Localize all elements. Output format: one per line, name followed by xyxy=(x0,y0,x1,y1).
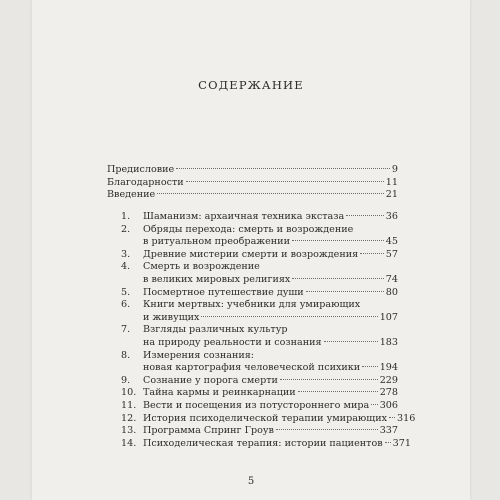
dot-leader xyxy=(324,341,378,342)
toc-entry-page: 57 xyxy=(385,248,398,260)
chapter-number: 3. xyxy=(121,248,131,260)
toc-entry-chapter-10 xyxy=(143,387,398,399)
toc-entry-title: Введение xyxy=(107,189,156,200)
toc-entry-chapter-13 xyxy=(143,425,398,437)
chapter-number: 14. xyxy=(121,437,137,449)
toc-entry-page: 337 xyxy=(379,425,398,437)
toc-entry-title: Психоделическая терапия: истории пациентов xyxy=(143,437,383,449)
dot-leader xyxy=(385,442,391,443)
dot-leader xyxy=(389,417,395,418)
toc-entry-title: Вести и посещения из потустороннего мира xyxy=(143,400,370,411)
toc-entry-chapter-1 xyxy=(143,211,398,223)
toc-entry-title: Древние мистерии смерти и возрождения xyxy=(143,248,359,260)
toc-entry-title: в великих мировых религиях xyxy=(143,274,291,285)
toc-entry-title: Тайна кармы и реинкарнации xyxy=(143,387,296,399)
dot-leader xyxy=(176,168,390,169)
toc-entry-chapter-2 xyxy=(143,236,398,248)
dot-leader xyxy=(201,316,377,317)
toc-entry-page: 80 xyxy=(385,286,398,298)
toc-entry-chapter-3 xyxy=(143,249,398,261)
toc-entry-title: Посмертное путешествие души xyxy=(143,286,304,298)
toc-entry-chapter-11 xyxy=(143,400,398,412)
dot-leader xyxy=(306,291,384,292)
toc-entry-title: Благодарности xyxy=(107,177,184,188)
book-page xyxy=(32,0,470,500)
chapter-number: 2. xyxy=(121,223,131,235)
chapter-title-line: Книги мертвых: учебники для умирающих xyxy=(143,299,361,311)
toc-entry-chapter-4 xyxy=(143,274,398,286)
chapter-title-line: Обряды перехода: смерть и возрождение xyxy=(143,223,354,235)
toc-entry-title: Шаманизм: архаичная техника экстаза xyxy=(143,211,345,222)
chapter-number: 6. xyxy=(121,299,131,311)
toc-entry-page: 306 xyxy=(379,400,398,411)
toc-entry-page: 74 xyxy=(385,274,398,285)
toc-entry-title: новая картография человеческой психики xyxy=(143,362,361,374)
toc-entry-title: и живущих xyxy=(143,311,200,323)
chapter-number: 9. xyxy=(121,374,131,386)
toc-entry-title: Предисловие xyxy=(107,164,175,175)
toc-entry-chapter-14 xyxy=(143,437,411,450)
toc-entry-chapter-5 xyxy=(143,287,398,299)
chapter-number: 4. xyxy=(121,261,131,273)
chapter-number: 11. xyxy=(121,400,137,411)
chapter-number: 12. xyxy=(121,412,137,424)
toc-entry-page: 316 xyxy=(397,412,416,424)
toc-entry-page: 21 xyxy=(385,189,398,200)
toc-entry-chapter-12 xyxy=(143,412,416,425)
dot-leader xyxy=(360,253,384,254)
toc-entry-page: 9 xyxy=(391,164,398,175)
toc-entry-chapter-9 xyxy=(143,375,398,387)
dot-leader xyxy=(292,240,384,241)
chapter-number: 5. xyxy=(121,286,131,298)
toc-entry-title: в ритуальном преображении xyxy=(143,236,290,248)
toc-entry-page: 278 xyxy=(379,387,398,399)
dot-leader xyxy=(371,404,377,405)
chapter-title-line: Измерения сознания: xyxy=(143,349,255,361)
toc-entry-front-2 xyxy=(107,177,398,189)
chapter-number: 13. xyxy=(121,425,137,437)
toc-entry-title: на природу реальности и сознания xyxy=(143,337,322,348)
dot-leader xyxy=(292,278,383,279)
toc-entry-page: 194 xyxy=(379,362,398,374)
dot-leader xyxy=(186,181,384,182)
chapter-number: 1. xyxy=(121,211,131,222)
page-number: 5 xyxy=(247,476,255,487)
dot-leader xyxy=(280,379,378,380)
toc-entry-page: 11 xyxy=(385,177,398,188)
toc-entry-page: 371 xyxy=(392,437,411,449)
toc-entry-title: Сознание у порога смерти xyxy=(143,374,278,386)
dot-leader xyxy=(362,366,378,367)
toc-entry-front-1 xyxy=(107,164,398,176)
toc-entry-page: 229 xyxy=(379,374,398,386)
chapter-title-line: Взгляды различных культур xyxy=(143,324,288,336)
chapter-title-line: Смерть и возрождение xyxy=(143,261,260,273)
toc-entry-title: История психоделической терапии умирающих xyxy=(143,412,388,424)
toc-entry-page: 36 xyxy=(385,211,398,222)
chapter-number: 7. xyxy=(121,324,131,336)
toc-entry-page: 45 xyxy=(385,236,398,248)
dot-leader xyxy=(276,429,378,430)
toc-entry-chapter-7 xyxy=(143,337,398,349)
toc-entry-title: Программа Спринг Гроув xyxy=(143,425,274,437)
toc-entry-page: 183 xyxy=(379,337,398,348)
toc-entry-page: 107 xyxy=(379,311,398,323)
chapter-number: 8. xyxy=(121,349,131,361)
toc-entry-chapter-6 xyxy=(143,312,398,324)
dot-leader xyxy=(298,391,378,392)
dot-leader xyxy=(346,215,384,216)
toc-entry-front-3 xyxy=(107,189,398,201)
toc-entry-chapter-8 xyxy=(143,362,398,374)
toc-title: СОДЕРЖАНИЕ xyxy=(198,78,304,92)
dot-leader xyxy=(157,193,384,194)
chapter-number: 10. xyxy=(121,387,137,399)
